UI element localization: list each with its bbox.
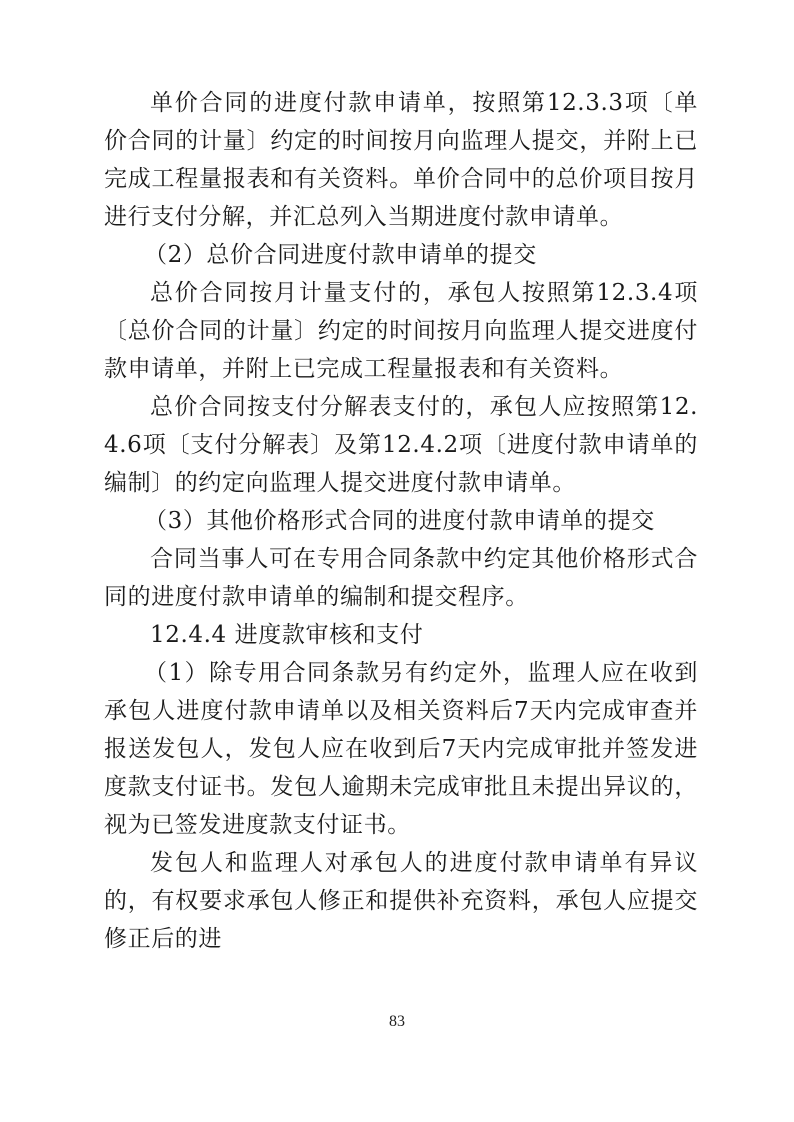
paragraph-unit-price-contract: 单价合同的进度付款申请单，按照第12.3.3项〔单价合同的计量〕约定的时间按月向监理人提交，并附上已完成工程量报表和有关资料。单价合同中的总价项目按月进行支付分解，并汇总列入当期进度付款申请单。: [104, 90, 698, 230]
paragraph-objection: 发包人和监理人对承包人的进度付款申请单有异议的，有权要求承包人修正和提供补充资料，承包人应提交修正后的进: [104, 850, 698, 952]
paragraph-other-price-forms: 合同当事人可在专用合同条款中约定其他价格形式合同的进度付款申请单的编制和提交程序。: [104, 546, 698, 610]
paragraph-lump-sum-breakdown: 总价合同按支付分解表支付的，承包人应按照第12.4.6项〔支付分解表〕及第12.4.2项〔进度付款申请单的编制〕的约定向监理人提交进度付款申请单。: [104, 394, 698, 496]
paragraph-review-and-payment: （1）除专用合同条款另有约定外，监理人应在收到承包人进度付款申请单以及相关资料后7天内完成审查并报送发包人，发包人应在收到后7天内完成审批并签发进度款支付证书。发包人逾期未完成审批且未提出异议的，视为已签发进度款支付证书。: [104, 660, 698, 838]
page-number: 83: [389, 1013, 405, 1030]
subheading-other-price-forms: （3）其他价格形式合同的进度付款申请单的提交: [144, 508, 655, 534]
clause-heading-12-4-4: 12.4.4 进度款审核和支付: [150, 622, 424, 648]
paragraph-lump-sum-monthly: 总价合同按月计量支付的，承包人按照第12.3.4项〔总价合同的计量〕约定的时间按月向监理人提交进度付款申请单，并附上已完成工程量报表和有关资料。: [104, 280, 698, 382]
subheading-lump-sum-application: （2）总价合同进度付款申请单的提交: [144, 242, 537, 268]
document-body: [104, 84, 698, 958]
